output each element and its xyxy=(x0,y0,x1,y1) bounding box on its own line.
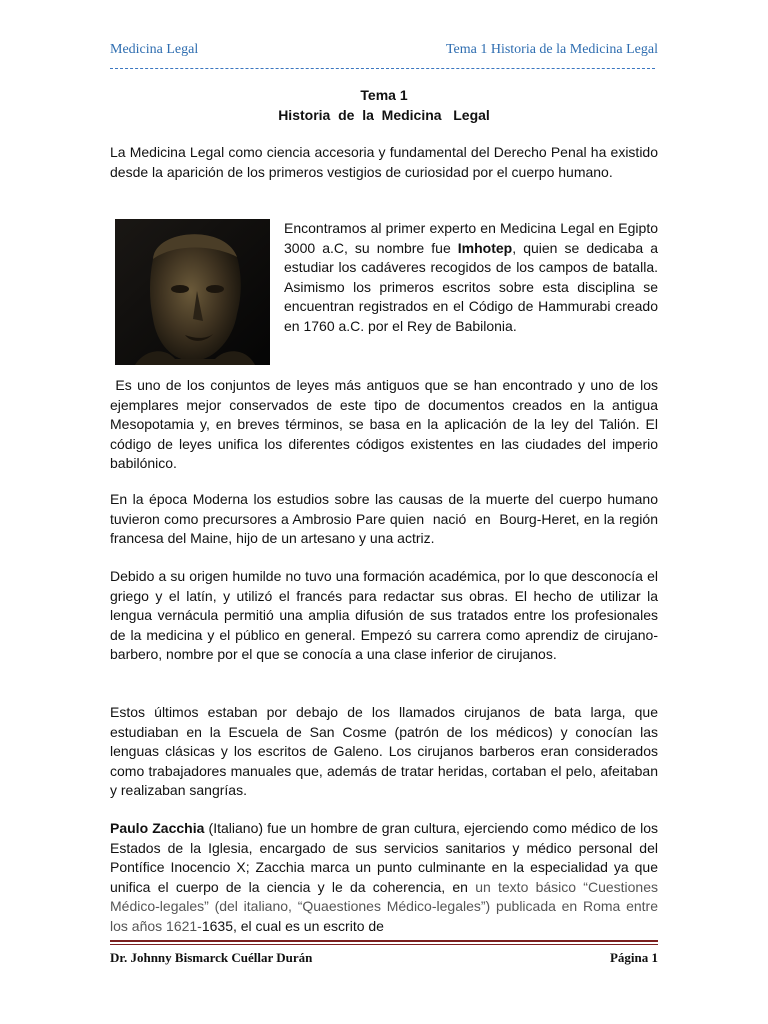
paragraph-7-faint: un texto básico “Cuestiones Médico-legales” (del italiano, “Quaestiones Médico-legales”) publicada en Roma entre los años 1621- xyxy=(110,878,658,934)
paragraph-2-text-end: , quien se dedicaba a estudiar los cadáveres recogidos de los campos de batalla. Asimismo los primeros escritos sobre esta disciplina se encuentran registrados en el Código de Hammurabi creado en 1760 a.C. por el Rey de Babilonia. xyxy=(284,239,658,334)
paragraph-2 xyxy=(284,219,658,336)
title-line-2: Historia de la Medicina Legal xyxy=(278,107,490,123)
zacchia-name: Paulo Zacchia xyxy=(110,820,205,836)
paragraph-5: Debido a su origen humilde no tuvo una formación académica, por lo que desconocía el griego y el latín, y utilizó el francés para redactar sus obras. El hecho de utilizar la lengua vernácula permitió una amplia difusión de sus tratados entre los profesionales de la medicina y el público en general. Empezó su carrera como aprendiz de cirujano-barbero, nombre por el que se conocía a una clase inferior de cirujanos. xyxy=(110,568,658,662)
paragraph-2-text-start: Encontramos al primer experto en Medicina Legal en Egipto 3000 a.C, su nombre fue xyxy=(284,220,658,256)
statue-head-illustration xyxy=(115,219,270,365)
imhotep-name: Imhotep xyxy=(457,239,513,256)
footer-divider-thick xyxy=(110,940,658,942)
footer-author: Dr. Johnny Bismarck Cuéllar Durán xyxy=(110,950,313,965)
paragraph-7-end: 1635, el cual es un escrito de xyxy=(201,917,384,934)
page-header xyxy=(110,42,658,62)
title-line-1: Tema 1 xyxy=(360,87,408,103)
footer-page-number: Página 1 xyxy=(609,950,658,965)
header-right-text: Tema 1 Historia de la Medicina Legal xyxy=(445,42,658,57)
paragraph-3: Es uno de los conjuntos de leyes más antiguos que se han encontrado y uno de los ejemplares mejor conservados de este tipo de documentos creados en la antigua Mesopotamia y, en breves términos, se basa en la aplicación de la ley del Talión. El código de leyes unifica los diferentes códigos existentes en las ciudades del imperio babilónico. xyxy=(110,377,662,471)
document-title xyxy=(110,85,658,125)
paragraph-4: En la época Moderna los estudios sobre las causas de la muerte del cuerpo humano tuvieron como precursores a Ambrosio Pare quien nació en Bourg-Heret, en la región francesa del Maine, hijo de un artesano y una actriz. xyxy=(110,491,662,546)
page-footer xyxy=(110,950,658,970)
header-divider xyxy=(110,68,655,69)
header-left-text: Medicina Legal xyxy=(110,42,199,57)
footer-divider-thin xyxy=(110,944,658,945)
paragraph-6: Estos últimos estaban por debajo de los llamados cirujanos de bata larga, que estudiaban en la Escuela de San Cosme (patrón de los médicos) y conocían las lenguas clásicas y los escritos de Galeno. Los cirujanos barberos eran considerados como trabajadores manuales que, además de tratar heridas, cortaban el pelo, afeitaban y realizaban sangrías. xyxy=(110,704,658,798)
paragraph-7 xyxy=(110,819,658,936)
imhotep-statue-photo xyxy=(115,219,270,365)
paragraph-1: La Medicina Legal como ciencia accesoria y fundamental del Derecho Penal ha existido desde la aparición de los primeros vestigios de curiosidad por el cuerpo humano. xyxy=(110,144,658,180)
paragraph-7-main: (Italiano) fue un hombre de gran cultura, ejerciendo como médico de los Estados de la Iglesia, encargado de sus servicios sanitarios y médico personal del Pontífice Inocencio X; Zacchia marca un punto culminante en la especialidad ya que unifica el cuerpo de la ciencia y le da coherencia, en xyxy=(110,820,658,895)
